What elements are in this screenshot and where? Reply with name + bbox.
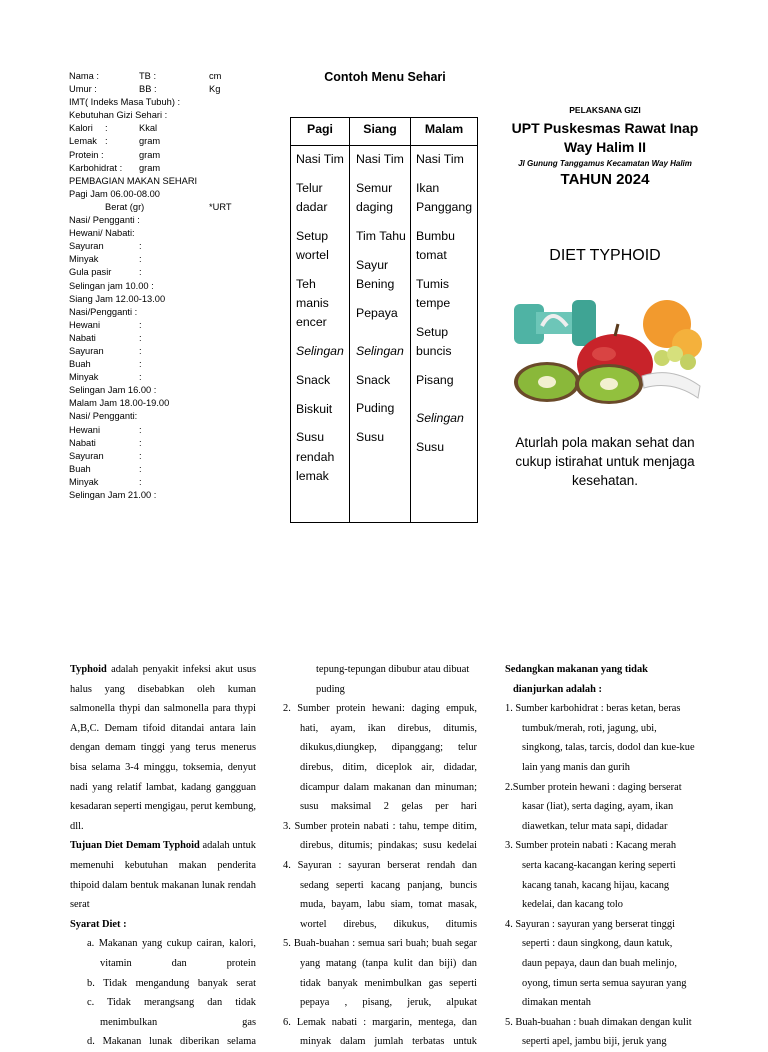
form-row [69,83,269,96]
form-text: Hewani [69,424,101,435]
form-row [69,358,269,371]
form-row [69,188,269,201]
menu-item: Biskuit [296,401,333,416]
form-text: Selingan jam 10.00 : [69,280,154,291]
form-text: Umur : [69,84,97,95]
form-row [69,122,269,135]
column-siang [356,150,410,457]
form-text: Nama : [69,71,99,81]
form-text: Minyak [69,254,99,265]
form-text: Nabati [69,437,96,448]
list-item: d. Makanan lunak diberikan selama [87,1036,256,1048]
form-text: : [139,267,142,278]
form-text: Pagi Jam 06.00-08.00 [69,188,160,199]
form-text: *URT [209,201,232,212]
form-text: Selingan Jam 16.00 : [69,385,157,396]
form-text: BB : [139,84,157,95]
form-row [69,280,269,293]
form-text: : [105,136,108,147]
form-row [69,175,269,188]
menu-item: Telur dadar [296,180,328,214]
form-row [69,96,269,109]
form-text: : [139,372,142,383]
menu-table [290,117,478,523]
form-text: : [139,450,142,461]
column-typhoid-info [70,660,256,1052]
list-item: 1. Sumber karbohidrat : beras ketan, beras tumbuk/merah, roti, jagung, ubi, singkong, talas, tarcis, dodol dan kue-kue lain yang manis dan gurih [505,703,695,773]
form-text: Hewani/ Nabati: [69,228,135,239]
form-text: Nasi/Pengganti : [69,306,138,317]
syarat-heading: Syarat Diet : [70,918,127,930]
form-text: Malam Jam 18.00-19.00 [69,398,170,409]
form-row [69,319,269,332]
list-item: 5. Buah-buahan : semua sari buah; buah segar yang matang (tanpa kulit dan biji) dan tidak banyak menimbulkan gas seperti pepaya , pisang, jeruk, alpukat [283,938,477,1009]
form-row [69,227,269,240]
list-item: 3. Sumber protein nabati : Kacang merah serta kacang-kacangan kering seperti kacang tanah, kacang hijau, kacang kedelai, dan kacang tolo [505,840,677,911]
menu-item: Susu [356,430,385,445]
form-row [69,214,269,227]
form-text: IMT( Indeks Masa Tubuh) : [69,97,181,108]
menu-item: Susu rendah lemak [296,430,335,483]
form-row [69,70,269,83]
form-text: TB : [139,71,157,81]
form-text: Kebutuhan Gizi Sehari : [69,110,168,121]
form-row [69,397,269,410]
menu-item: Teh manis encer [296,276,329,330]
menu-item: Setup wortel [296,228,329,262]
list-item: 2. Sumber protein hewani: daging empuk, hati, ayam, ikan direbus, ditumis, dikukus,diungkep, dipanggang; telur direbus, ditim, diceplok air, didadar, dicampur dalam makanan dan minuman; susu maksimal 2 gelas per hari [283,703,477,813]
menu-item: Pepaya [356,305,398,320]
form-text: Nabati [69,332,96,343]
form-row [69,410,269,423]
form-row [69,253,269,266]
cover-header [505,105,705,188]
list-item: 3. Sumber protein nabati : tahu, tempe ditim, direbus, ditumis; pindakas; susu kedelai [283,820,477,852]
form-row [69,201,269,214]
form-text: Selingan Jam 21.00 : [69,490,157,500]
header-malam: Malam [424,122,464,136]
list-item: tepung-tepungan dibubur atau dibuat puding [316,664,470,695]
form-text: Sayuran [69,345,104,356]
form-row [69,306,269,319]
form-text: : [139,345,142,356]
menu-item: Tumis tempe [416,276,451,310]
form-text: : [139,254,142,265]
form-text: Siang Jam 12.00-13.00 [69,293,166,304]
menu-item: Snack [296,372,331,387]
form-row [69,424,269,437]
pelaksana-label: PELAKSANA GIZI [569,105,641,115]
menu-item: Nasi Tim [416,152,464,166]
form-text: Nasi/ Pengganti: [69,411,138,422]
form-text: Lemak [69,136,97,147]
form-row [69,345,269,358]
form-text: : [105,123,108,134]
form-text: Minyak [69,372,99,383]
menu-item: Susu [416,439,445,454]
instansi-name: UPT Puskesmas Rawat Inap Way Halim II [511,120,699,155]
form-text: gram [139,136,161,147]
form-text: Kalori [69,123,93,134]
form-text: : [139,359,142,370]
list-item: 5. Buah-buahan : buah dimakan dengan kulit seperti apel, jambu biji, jeruk yang [505,1016,692,1048]
column-malam [416,150,476,467]
menu-title: Contoh Menu Sehari [324,70,446,84]
form-text: cm [209,71,222,81]
form-row [69,384,269,397]
form-text: Buah [69,359,91,370]
header-pagi: Pagi [307,122,333,136]
menu-item: Bumbu tomat [416,228,455,262]
list-item: b. Tidak mengandung banyak serat [87,977,256,989]
list-item: c. Tidak merangsang dan tidak menimbulkan gas [87,997,256,1028]
form-row [69,149,269,162]
diet-title: DIET TYPHOID [549,247,661,264]
address: Jl Gunung Tanggamus Kecamatan Way Halim [518,159,692,168]
menu-item: Selingan [296,344,344,358]
tagline: Aturlah pola makan sehat dan cukup istirahat untuk menjaga kesehatan. [515,435,695,488]
form-row [69,135,269,148]
form-row [69,293,269,306]
form-text: : [139,319,142,330]
form-text: Hewani [69,319,101,330]
form-text: Nasi/ Pengganti : [69,215,140,226]
menu-item: Nasi Tim [296,152,344,166]
form-text: Kkal [139,123,158,134]
menu-item: Tim Tahu [356,228,406,243]
form-text: Sayuran [69,241,104,252]
menu-item: Selingan [356,343,404,358]
form-text: : [139,241,142,252]
form-row [69,332,269,345]
form-row [69,371,269,384]
paragraph-typhoid: Typhoid adalah penyakit infeksi akut usus halus yang disebabkan oleh kuman salmonella thypi dan salmonella para thypi A,B,C. Demam tifoid ditandai antara lain dengan demam tinggi yang terus menerus bisa selama 3-4 minggu, toksemia, denyut nadi yang relatif lambat, kadang gangguan kesadaran seperti mengigau, perut kembung, dll. [70,664,256,832]
form-row [69,266,269,279]
column-tidak-dianjurkan [505,660,695,1052]
menu-item: Ikan Panggang [416,180,473,214]
form-text: Kg [209,84,221,95]
form-text: : [139,424,142,435]
form-text: gram [139,162,161,173]
form-text: Buah [69,463,91,474]
list-item: 4. Sayuran : sayuran yang berserat tinggi seperti : daun singkong, daun katuk, daun pepaya, daun dan buah melinjo, oyong, timun serta semua sayuran yang dimakan mentah [505,918,687,1009]
menu-item: Selingan [416,411,464,425]
form-text: : [139,437,142,448]
menu-item: Sayur Bening [356,257,395,291]
menu-item: Pisang [416,372,454,387]
form-row [69,109,269,122]
form-row [69,463,269,476]
form-row [69,476,269,489]
year: TAHUN 2024 [560,171,650,188]
fruits-illustration [512,296,702,404]
form-row [69,489,269,502]
section-heading: dianjurkan adalah : [513,683,602,695]
form-text: Karbohidrat : [69,162,123,173]
nutrition-form [69,70,269,502]
section-heading: Sedangkan makanan yang tidak [505,664,648,675]
menu-item: Setup buncis [416,324,452,358]
form-row [69,240,269,253]
form-row [69,437,269,450]
form-text: Gula pasir [69,267,112,278]
list-item: 2.Sumber protein hewani : daging berserat kasar (liat), serta daging, ayam, ikan diawetkan, telur mata sapi, didadar [505,781,682,832]
form-text: Protein : [69,149,104,160]
menu-item: Snack [356,372,391,387]
column-dianjurkan [283,660,477,1052]
paragraph-tujuan: Tujuan Diet Demam Typhoid adalah untuk memenuhi kebutuhan makan penderita thipoid dalam bentuk makanan lunak rendah serat [70,840,256,911]
form-text: : [139,476,142,487]
list-item: 6. Lemak nabati : margarin, mentega, dan minyak dalam jumlah terbatas untuk [283,1016,477,1048]
form-text: gram [139,149,161,160]
form-text: Minyak [69,476,99,487]
list-item: 4. Sayuran : sayuran berserat rendah dan sedang seperti kacang panjang, buncis muda, bayam, labu siam, tomat masak, wortel direbus, dikukus, ditumis [283,859,477,930]
column-pagi [296,150,348,496]
form-row [69,450,269,463]
list-item: a. Makanan yang cukup cairan, kalori, vitamin dan protein [87,938,256,969]
form-text: Berat (gr) [105,201,145,212]
menu-item: Semur daging [356,180,393,214]
form-text: PEMBAGIAN MAKAN SEHARI [69,175,198,186]
form-text: : [139,332,142,343]
form-row [69,162,269,175]
menu-item: Nasi Tim [356,152,404,166]
header-siang: Siang [363,122,397,136]
menu-item: Puding [356,401,395,416]
form-text: Sayuran [69,450,104,461]
form-text: : [139,463,142,474]
